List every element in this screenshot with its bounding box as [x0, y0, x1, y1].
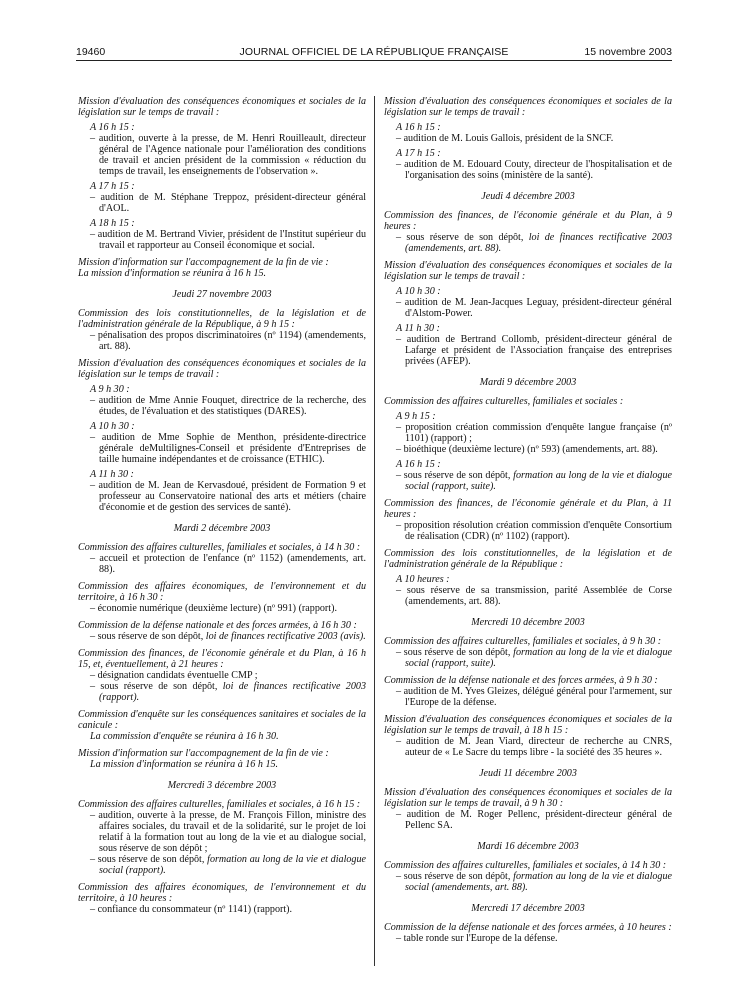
item-prefix: – sous réserve de son dépôt,	[90, 854, 208, 865]
committee-title: Mission d'évaluation des conséquences économiques et sociales de la législation sur le temps de travail :	[384, 96, 672, 118]
item-text: formation au long de la vie et dialogue social (rapport, suite).	[405, 647, 672, 669]
committee-title: Mission d'information sur l'accompagnement de la fin de vie :	[78, 748, 329, 759]
date-heading: Mercredi 3 décembre 2003	[167, 780, 277, 791]
committee-title: Commission de la défense nationale et des forces armées, à 16 h 30 :	[78, 620, 357, 631]
agenda-item: – bioéthique (deuxième lecture) (nº 593) (amendements, art. 88).	[396, 444, 658, 455]
date-heading: Mardi 16 décembre 2003	[477, 841, 579, 852]
date-heading: Jeudi 11 décembre 2003	[479, 768, 577, 779]
committee-title: Commission des affaires culturelles, familiales et sociales, à 14 h 30 :	[384, 860, 667, 871]
agenda-item	[396, 647, 672, 669]
agenda-block	[384, 396, 672, 492]
date-heading: Mardi 2 décembre 2003	[173, 523, 271, 534]
agenda-item: – audition de M. Louis Gallois, président de la SNCF.	[396, 133, 614, 144]
time-slot: A 17 h 15 :	[396, 148, 441, 159]
agenda-item: – proposition création commission d'enquête langue française (nº 1101) (rapport) ;	[396, 422, 672, 444]
agenda-block	[78, 882, 366, 915]
agenda-block	[384, 714, 672, 758]
agenda-item: – proposition résolution création commission d'enquête Consortium de réalisation (CDR) (nº 1102) (rapport).	[396, 520, 672, 542]
agenda-item	[90, 681, 366, 703]
agenda-block	[384, 210, 672, 254]
committee-title: Commission des lois constitutionnelles, de la législation et de l'administration générale de la République, à 9 h 15 :	[78, 308, 366, 330]
time-slot: A 10 h 30 :	[90, 421, 135, 432]
item-prefix: – sous réserve de son dépôt,	[396, 871, 514, 882]
agenda-item: – audition de M. Jean de Kervasdoué, président de Formation 9 et professeur au Conservatoire national des arts et métiers (chaire d'économie et de gestion des services de santé).	[90, 480, 366, 513]
header-rule	[76, 60, 672, 61]
time-slot: A 16 h 15 :	[396, 122, 441, 133]
agenda-block	[384, 860, 672, 893]
agenda-item: – sous réserve de sa transmission, parité Assemblée de Corse (amendements, art. 88).	[396, 585, 672, 607]
item-prefix: – sous réserve de son dépôt,	[396, 470, 514, 481]
agenda-block	[384, 498, 672, 542]
right-column	[384, 96, 672, 950]
time-slot: A 16 h 15 :	[90, 122, 135, 133]
date-heading: Mercredi 10 décembre 2003	[471, 617, 585, 628]
item-prefix: – sous réserve de son dépôt,	[396, 647, 514, 658]
page-number: 19460	[76, 46, 106, 58]
agenda-block	[78, 542, 366, 575]
agenda-block	[384, 636, 672, 669]
agenda-item: – audition de Bertrand Collomb, président-directeur général de Lafarge et président de l'Association française des entreprises privées (AFEP).	[396, 334, 672, 367]
agenda-block	[78, 709, 366, 742]
item-text: formation au long de la vie et dialogue social (amendements, art. 88).	[405, 871, 672, 893]
item-text: formation au long de la vie et dialogue social (rapport, suite).	[405, 470, 672, 492]
date-heading: Jeudi 4 décembre 2003	[481, 191, 575, 202]
agenda-block	[384, 548, 672, 607]
time-slot: A 10 h 30 :	[396, 286, 441, 297]
committee-title: Commission des finances, de l'économie générale et du Plan, à 9 heures :	[384, 210, 672, 232]
agenda-item: – audition, ouverte à la presse, de M. Henri Rouilleault, directeur général de l'Agence nationale pour l'amélioration des conditions de travail et ancien président de la commission « réduction du temps de travail, les enseignements de l'observation ».	[90, 133, 366, 177]
agenda-item: – audition de M. Jean Viard, directeur de recherche au CNRS, auteur de « Le Sacre du temps libre - la société des 35 heures ».	[396, 736, 672, 758]
agenda-item: – accueil et protection de l'enfance (nº 1152) (amendements, art. 88).	[90, 553, 366, 575]
agenda-item	[396, 871, 672, 893]
agenda-item: – audition de M. Jean-Jacques Leguay, président-directeur général d'Alstom-Power.	[396, 297, 672, 319]
agenda-block	[78, 308, 366, 352]
item-prefix: – sous réserve de son dépôt,	[90, 631, 206, 642]
agenda-block	[78, 620, 366, 642]
agenda-item: – table ronde sur l'Europe de la défense.	[396, 933, 558, 944]
committee-title: Commission d'enquête sur les conséquences sanitaires et sociales de la canicule :	[78, 709, 366, 731]
item-prefix: – sous réserve de son dépôt,	[396, 232, 529, 243]
committee-title: Commission de la défense nationale et des forces armées, à 9 h 30 :	[384, 675, 658, 686]
item-text: loi de finances rectificative 2003 (rapport).	[99, 681, 366, 703]
committee-title: Commission des affaires culturelles, familiales et sociales :	[384, 396, 624, 407]
agenda-block	[384, 675, 672, 708]
agenda-block	[78, 799, 366, 876]
item-prefix: – sous réserve de son dépôt,	[90, 681, 223, 692]
agenda-item: – économie numérique (deuxième lecture) (nº 991) (rapport).	[90, 603, 337, 614]
agenda-block	[384, 96, 672, 181]
committee-title: Mission d'évaluation des conséquences économiques et sociales de la législation sur le temps de travail :	[384, 260, 672, 282]
agenda-block	[78, 648, 366, 703]
agenda-block	[78, 748, 366, 770]
agenda-block	[384, 260, 672, 367]
committee-title: Commission des finances, de l'économie générale et du Plan, à 16 h 15, et, éventuellement, à 21 heures :	[78, 648, 366, 670]
agenda-block	[384, 922, 672, 944]
time-slot: A 10 heures :	[396, 574, 450, 585]
agenda-item: – désignation candidats éventuelle CMP ;	[90, 670, 258, 681]
time-slot: A 9 h 30 :	[90, 384, 130, 395]
agenda-block	[78, 257, 366, 279]
committee-title: Commission de la défense nationale et des forces armées, à 10 heures :	[384, 922, 672, 933]
time-slot: A 11 h 30 :	[90, 469, 134, 480]
date-heading: Jeudi 27 novembre 2003	[172, 289, 272, 300]
journal-title: JOURNAL OFFICIEL DE LA RÉPUBLIQUE FRANÇAISE	[239, 46, 509, 58]
agenda-item	[396, 232, 672, 254]
column-separator	[374, 96, 375, 966]
agenda-block	[384, 787, 672, 831]
committee-title: Commission des affaires culturelles, familiales et sociales, à 16 h 15 :	[78, 799, 361, 810]
agenda-item: – confiance du consommateur (nº 1141) (rapport).	[90, 904, 293, 915]
item-text: loi de finances rectificative 2003 (amendements, art. 88).	[405, 232, 672, 254]
date-heading: Mardi 9 décembre 2003	[479, 377, 577, 388]
item-text: formation au long de la vie et dialogue social (rapport).	[99, 854, 366, 876]
committee-title: Commission des lois constitutionnelles, de la législation et de l'administration générale de la République :	[384, 548, 672, 570]
time-slot: A 11 h 30 :	[396, 323, 440, 334]
agenda-block	[78, 581, 366, 614]
agenda-item: – audition de Mme Annie Fouquet, directrice de la recherche, des études, de l'évaluation et des statistiques (DARES).	[90, 395, 366, 417]
agenda-item	[396, 470, 672, 492]
agenda-item: – audition de M. Bertrand Vivier, président de l'Institut supérieur du travail et rapporteur au Conseil économique et social.	[90, 229, 366, 251]
agenda-item	[90, 631, 366, 642]
agenda-item	[90, 854, 366, 876]
agenda-item: – audition de M. Stéphane Treppoz, président-directeur général d'AOL.	[90, 192, 366, 214]
meeting-note: La mission d'information se réunira à 16 h 15.	[90, 759, 279, 770]
committee-title: Commission des affaires culturelles, familiales et sociales, à 9 h 30 :	[384, 636, 662, 647]
time-slot: A 17 h 15 :	[90, 181, 135, 192]
agenda-item: – audition de M. Roger Pellenc, président-directeur général de Pellenc SA.	[396, 809, 672, 831]
committee-title: Mission d'évaluation des conséquences économiques et sociales de la législation sur le temps de travail :	[78, 358, 366, 380]
agenda-block	[78, 96, 366, 251]
agenda-block	[78, 358, 366, 513]
item-text: loi de finances rectificative 2003 (avis).	[205, 631, 366, 642]
date-heading: Mercredi 17 décembre 2003	[471, 903, 585, 914]
time-slot: A 16 h 15 :	[396, 459, 441, 470]
issue-date: 15 novembre 2003	[584, 46, 672, 58]
agenda-item: – pénalisation des propos discriminatoires (nº 1194) (amendements, art. 88).	[90, 330, 366, 352]
committee-title: Commission des affaires économiques, de l'environnement et du territoire, à 16 h 30 :	[78, 581, 366, 603]
meeting-note: La mission d'information se réunira à 16 h 15.	[78, 268, 267, 279]
agenda-item: – audition de M. Yves Gleizes, délégué général pour l'armement, sur l'Europe de la défense.	[396, 686, 672, 708]
committee-title: Commission des finances, de l'économie générale et du Plan, à 11 heures :	[384, 498, 672, 520]
committee-title: Mission d'évaluation des conséquences économiques et sociales de la législation sur le temps de travail, à 9 h 30 :	[384, 787, 672, 809]
agenda-item: – audition, ouverte à la presse, de M. François Fillon, ministre des affaires sociales, du travail et de la solidarité, sur le projet de loi relatif à la formation tout au long de la vie et au dialogue social, sous réserve de son dépôt ;	[90, 810, 366, 854]
committee-title: Mission d'évaluation des conséquences économiques et sociales de la législation sur le temps de travail :	[78, 96, 366, 118]
committee-title: Commission des affaires culturelles, familiales et sociales, à 14 h 30 :	[78, 542, 361, 553]
time-slot: A 9 h 15 :	[396, 411, 436, 422]
committee-title: Commission des affaires économiques, de l'environnement et du territoire, à 10 heures :	[78, 882, 366, 904]
committee-title: Mission d'évaluation des conséquences économiques et sociales de la législation sur le temps de travail, à 18 h 15 :	[384, 714, 672, 736]
page-header	[76, 46, 672, 64]
agenda-item: – audition de M. Edouard Couty, directeur de l'hospitalisation et de l'organisation des soins (ministère de la santé).	[396, 159, 672, 181]
committee-title: Mission d'information sur l'accompagnement de la fin de vie :	[78, 257, 329, 268]
left-column	[78, 96, 366, 921]
time-slot: A 18 h 15 :	[90, 218, 135, 229]
meeting-note: La commission d'enquête se réunira à 16 h 30.	[90, 731, 279, 742]
agenda-item: – audition de Mme Sophie de Menthon, présidente-directrice générale deMultilignes-Conseil et présidente d'Entreprises de taille humaine indépendantes et de croissance (ETHIC).	[90, 432, 366, 465]
